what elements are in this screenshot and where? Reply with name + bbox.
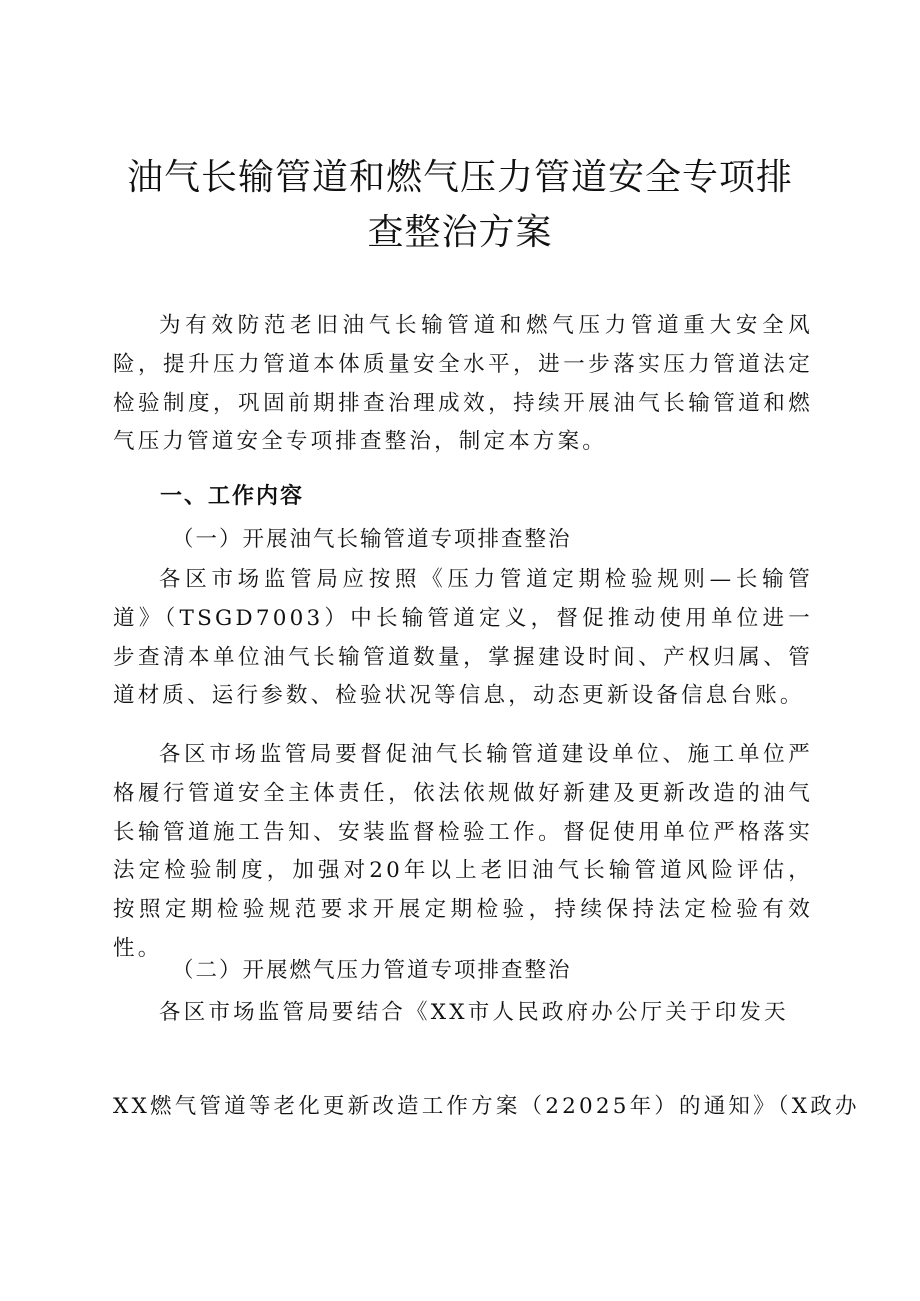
document-title: 油气长输管道和燃气压力管道安全专项排查整治方案	[126, 157, 793, 253]
intro-paragraph: 为有效防范老旧油气长输管道和燃气压力管道重大安全风险，提升压力管道本体质量安全水平，进一步落实压力管道法定检验制度，巩固前期排查治理成效，持续开展油气长输管道和燃气压力管道安全专项排查整治，制定本方案。	[113, 313, 813, 455]
paragraph-gas-pipeline-line1: 各区市场监管局要结合《XX市人民政府办公厅关于印发天	[159, 1000, 789, 1025]
subsection-heading-oil-gas-pipeline: （一）开展油气长输管道专项排查整治	[172, 527, 572, 552]
paragraph-safety-responsibility: 各区市场监管局要督促油气长输管道建设单位、施工单位严格履行管道安全主体责任，依法依规做好新建及更新改造的油气长输管道施工告知、安装监督检验工作。督促使用单位严格落实法定检验制度，加强对20年以上老旧油气长输管道风险评估，按照定期检验规范要求开展定期检验，持续保持法定检验有效性。	[113, 742, 813, 961]
section-heading-work-content: 一、工作内容	[160, 484, 305, 509]
subsection-heading-gas-pressure-pipeline: （二）开展燃气压力管道专项排查整治	[172, 958, 572, 983]
paragraph-gas-pipeline-line2: XX燃气管道等老化更新改造工作方案（22025年）的通知》（X政办	[113, 1094, 860, 1119]
paragraph-pipeline-definition: 各区市场监管局应按照《压力管道定期检验规则—长输管道》（TSGD7003）中长输管道定义，督促推动使用单位进一步查清本单位油气长输管道数量，掌握建设时间、产权归属、管道材质、运行参数、检验状况等信息，动态更新设备信息台账。	[113, 567, 813, 709]
